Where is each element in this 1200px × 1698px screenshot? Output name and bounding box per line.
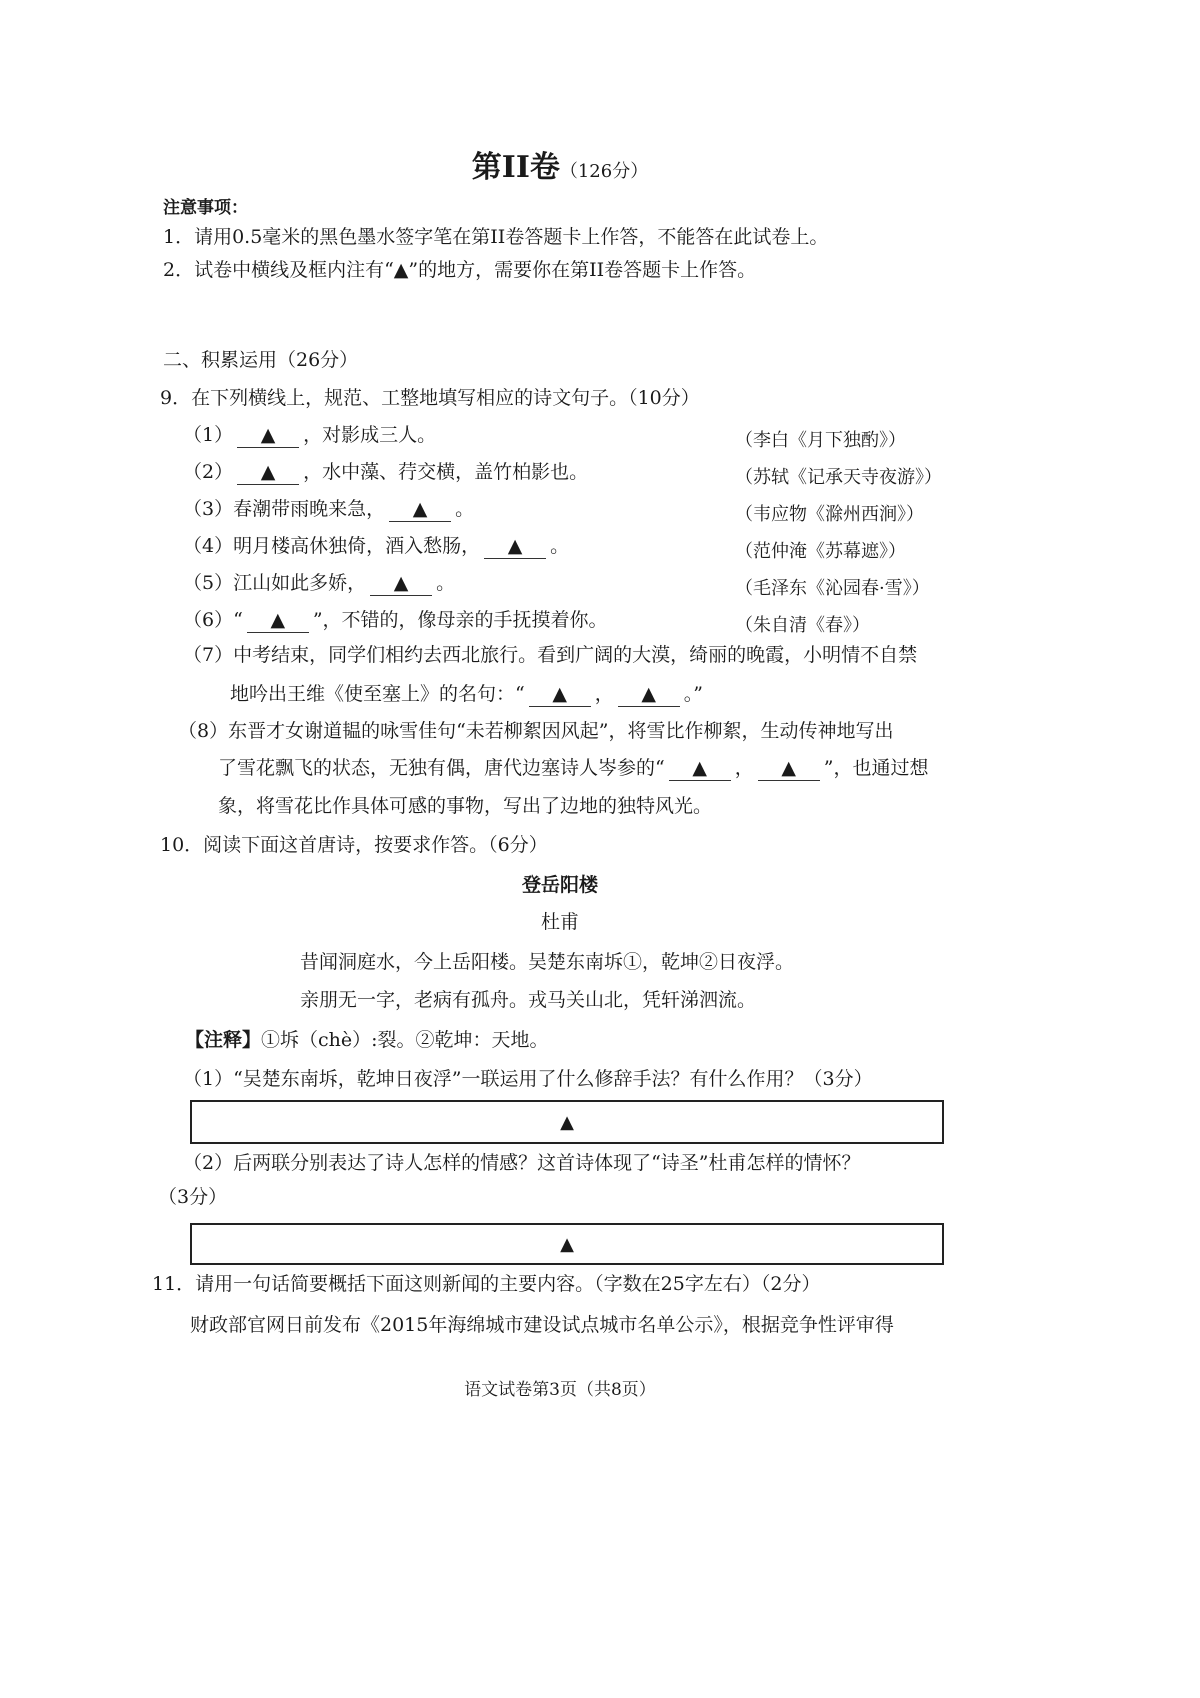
answer-marker: ▲ [560, 1233, 574, 1255]
page-footer: 语文试卷第3页（共8页） [464, 1380, 656, 1400]
answer-blank: ▲ [529, 683, 591, 707]
answer-blank: ▲ [237, 461, 299, 485]
q9-item8-line2: 了雪花飘飞的状态，无独有偶，唐代边塞诗人岑参的“ ▲ ， ▲ ”，也通过想 [218, 757, 929, 779]
q9-stem: 9．在下列横线上，规范、工整地填写相应的诗文句子。（10分） [160, 387, 700, 409]
answer-blank: ▲ [669, 757, 731, 781]
answer-box-1 [190, 1100, 944, 1144]
q9-item-source: （范仲淹《苏幕遮》） [735, 541, 906, 562]
answer-blank: ▲ [389, 498, 451, 522]
answer-blank: ▲ [618, 683, 680, 707]
answer-blank: ▲ [484, 535, 546, 559]
q11-stem: 11．请用一句话简要概括下面这则新闻的主要内容。（字数在25字左右）（2分） [152, 1273, 821, 1295]
q9-item: （2） ▲ ，水中藻、荇交横，盖竹柏影也。 [183, 461, 589, 483]
q9-item8-line3: 象，将雪花比作具体可感的事物，写出了边地的独特风光。 [218, 795, 713, 817]
title-score: （126分） [559, 161, 649, 182]
poem-note: 【注释】①坼（chè）:裂。②乾坤：天地。 [185, 1029, 549, 1051]
q9-item: （5）江山如此多娇， ▲ 。 [183, 572, 456, 594]
q9-item-source: （韦应物《滁州西涧》） [735, 504, 924, 525]
q9-item: （6）“ ▲ ”，不错的，像母亲的手抚摸着你。 [183, 609, 608, 631]
poem-title: 登岳阳楼 [521, 874, 598, 896]
q9-item-source: （毛泽东《沁园春·雪》） [735, 578, 930, 599]
q9-item: （3）春潮带雨晚来急， ▲ 。 [183, 498, 475, 520]
q9-item: （4）明月楼高休独倚，酒入愁肠， ▲ 。 [183, 535, 570, 557]
poem-line-1: 昔闻洞庭水，今上岳阳楼。吴楚东南坼①，乾坤②日夜浮。 [300, 951, 795, 973]
q10-sub2: （2）后两联分别表达了诗人怎样的情感？这首诗体现了“诗圣”杜甫怎样的情怀？ [183, 1152, 861, 1174]
answer-blank: ▲ [758, 757, 820, 781]
q9-item: （1） ▲ ，对影成三人。 [183, 424, 437, 446]
answer-box-2 [190, 1223, 944, 1265]
answer-marker: ▲ [560, 1111, 574, 1133]
q10-stem: 10．阅读下面这首唐诗，按要求作答。（6分） [160, 834, 548, 856]
section-heading: 二、积累运用（26分） [163, 349, 359, 371]
notes-heading: 注意事项： [163, 198, 248, 218]
q10-sub1: （1）“吴楚东南坼，乾坤日夜浮”一联运用了什么修辞手法？有什么作用？（3分） [183, 1068, 873, 1090]
q10-sub2-score: （3分） [158, 1186, 228, 1208]
q9-item7-line2: 地吟出王维《使至塞上》的名句：“ ▲ ， ▲ 。” [230, 683, 703, 705]
note-1: 1．请用0.5毫米的黑色墨水签字笔在第II卷答题卡上作答，不能答在此试卷上。 [163, 226, 829, 248]
q9-item-source: （苏轼《记承天寺夜游》） [735, 467, 942, 488]
q9-item8-line1: （8）东晋才女谢道韫的咏雪佳句“未若柳絮因风起”，将雪比作柳絮，生动传神地写出 [178, 720, 894, 742]
answer-blank: ▲ [370, 572, 432, 596]
q9-item-source: （李白《月下独酌》） [735, 430, 906, 451]
q9-item-source: （朱自清《春》） [735, 615, 870, 636]
answer-blank: ▲ [247, 609, 309, 633]
poem-line-2: 亲朋无一字，老病有孤舟。戎马关山北，凭轩涕泗流。 [300, 989, 757, 1011]
answer-blank: ▲ [237, 424, 299, 448]
q11-text: 财政部官网日前发布《2015年海绵城市建设试点城市名单公示》，根据竞争性评审得 [190, 1314, 894, 1336]
note-2: 2．试卷中横线及框内注有“▲”的地方，需要你在第II卷答题卡上作答。 [163, 259, 757, 281]
poem-author: 杜甫 [540, 911, 579, 933]
q9-item7-line1: （7）中考结束，同学们相约去西北旅行。看到广阔的大漠，绮丽的晚霞，小明情不自禁 [183, 644, 918, 666]
title-text: 第II卷 [471, 150, 560, 185]
paper-title [0, 150, 1120, 186]
